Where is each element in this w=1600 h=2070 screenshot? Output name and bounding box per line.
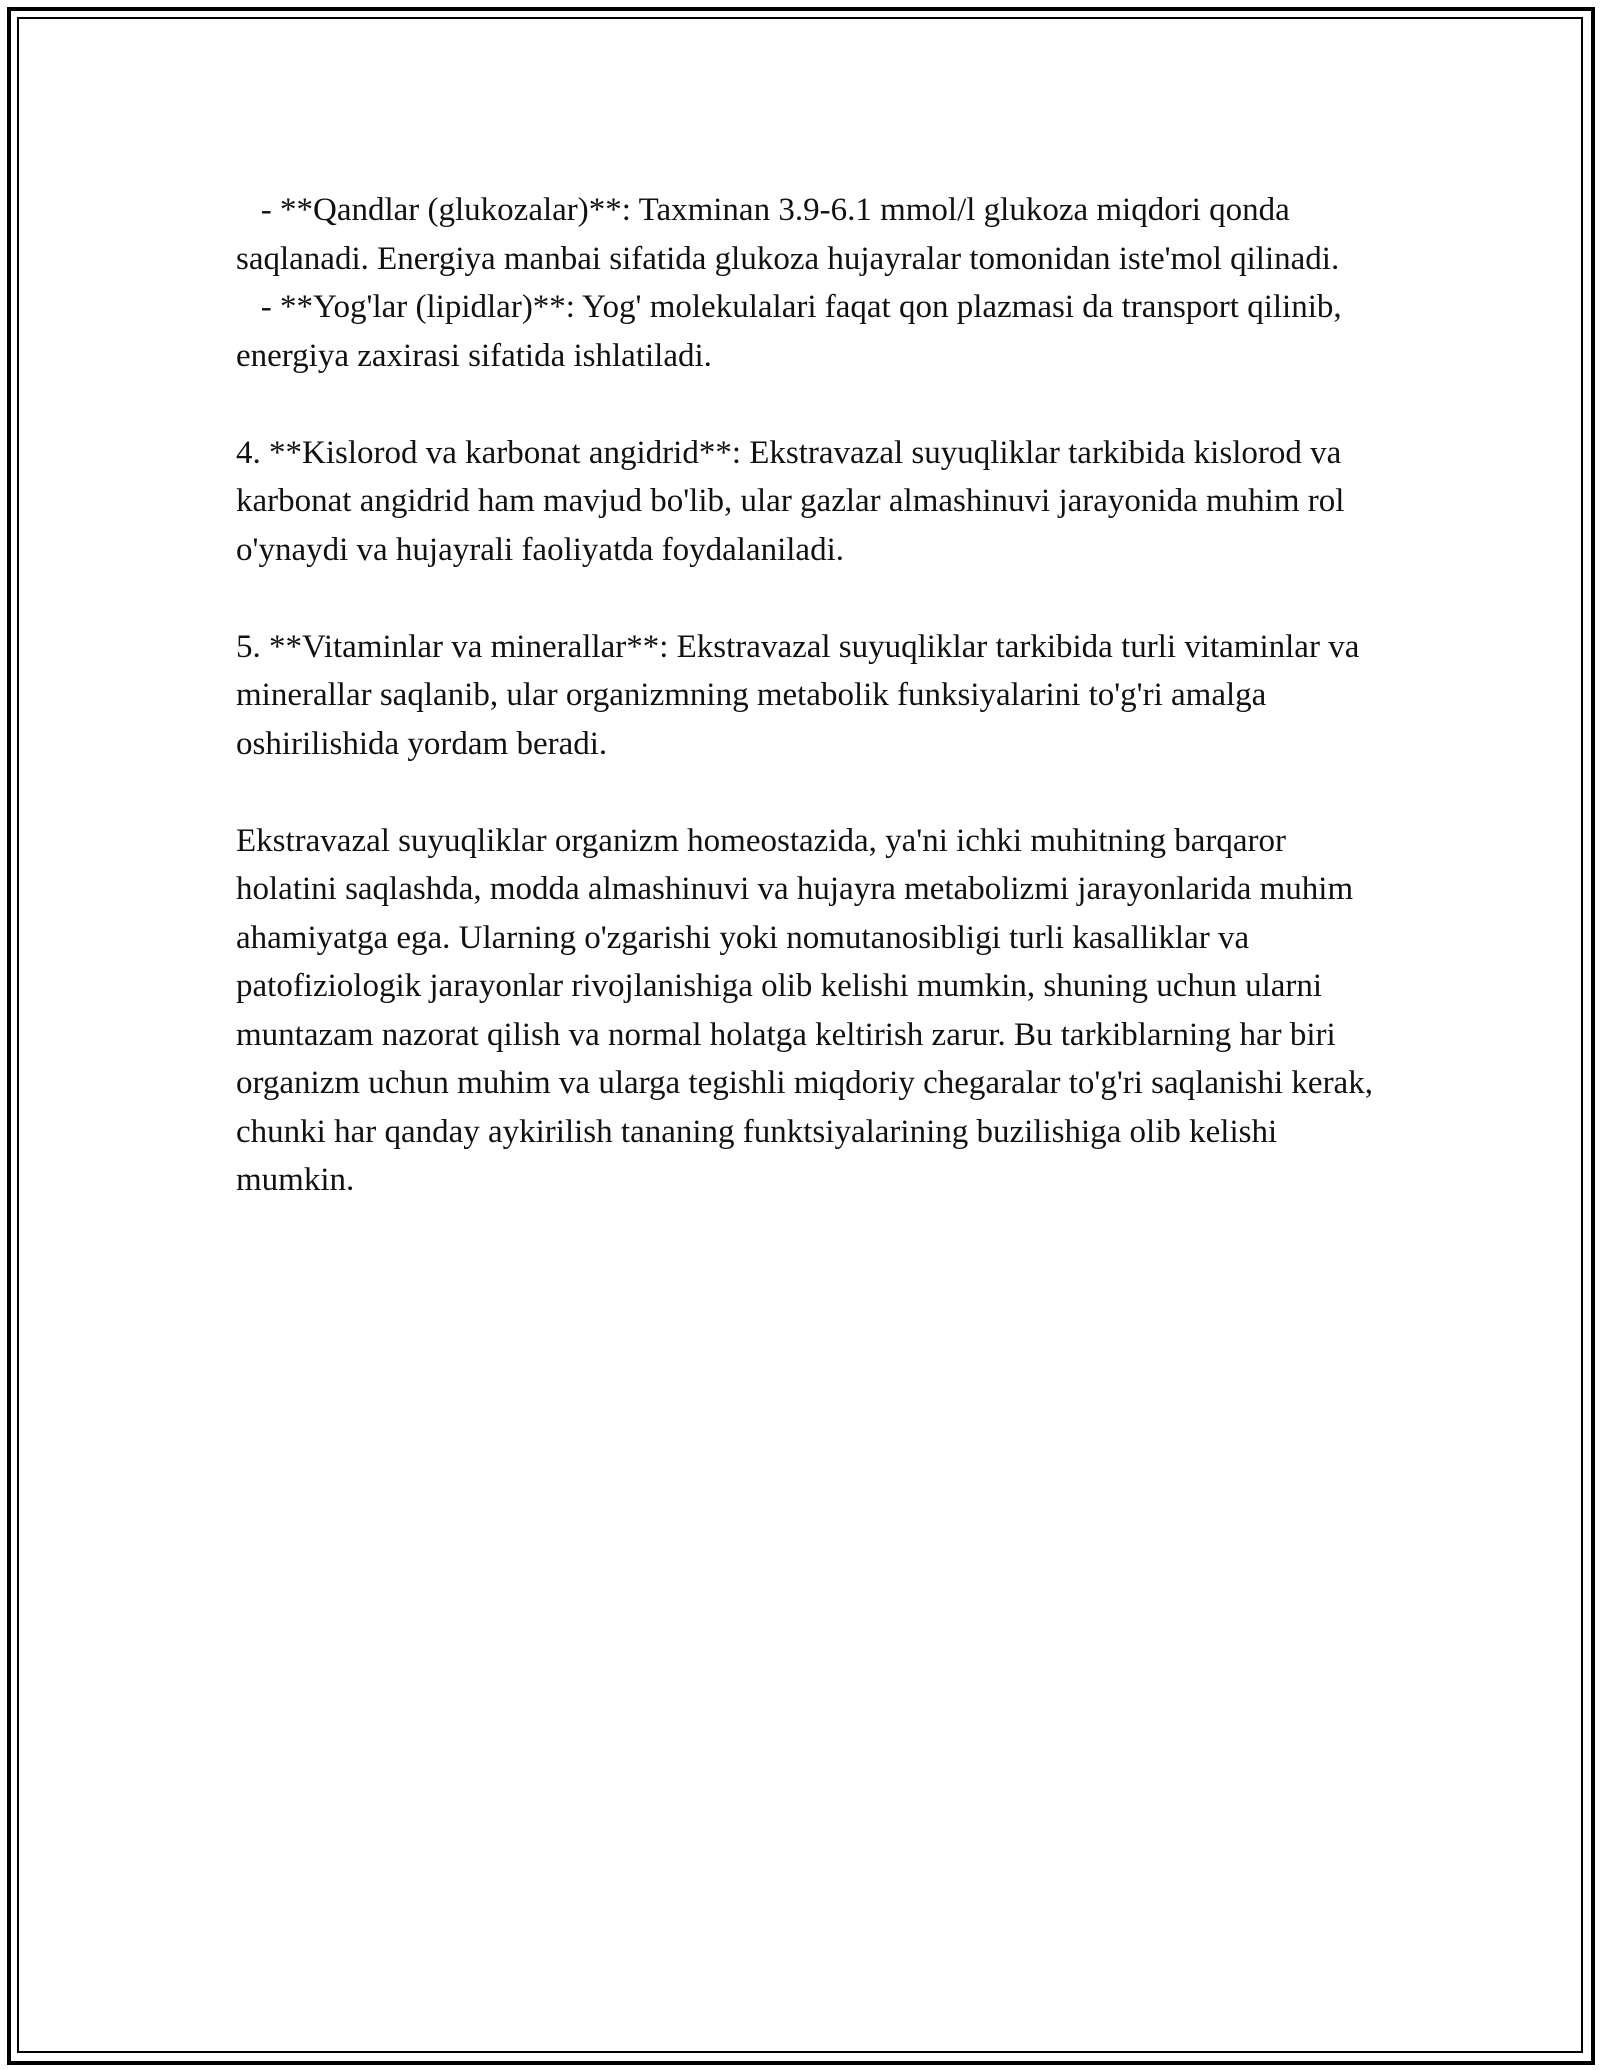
- paragraph-kislorod: 4. **Kislorod va karbonat angidrid**: Ekstravazal suyuqliklar tarkibida kislorod va karbonat angidrid ham mavjud bo'lib, ular gazlar almashinuvi jarayonida muhim rol o'ynaydi va hujayrali faoliyatda foydalaniladi.: [236, 434, 1353, 568]
- paragraph-spacer: [236, 574, 1386, 623]
- paragraph-vitaminlar: 5. **Vitaminlar va minerallar**: Ekstravazal suyuqliklar tarkibida turli vitaminlar va minerallar saqlanib, ular organizmning metabolik funksiyalarini to'g'ri amalga oshirilishida yordam beradi.: [236, 628, 1368, 762]
- paragraph-spacer: [236, 768, 1386, 817]
- paragraph-yoglar: - **Yog'lar (lipidlar)**: Yog' molekulalari faqat qon plazmasi da transport qilinib, energiya zaxirasi sifatida ishlatiladi.: [236, 289, 1350, 374]
- document-body: [236, 186, 1386, 1205]
- paragraph-qandlar: - **Qandlar (glukozalar)**: Taxminan 3.9-6.1 mmol/l glukoza miqdori qonda saqlanadi. Energiya manbai sifatida glukoza hujayralar tomonidan iste'mol qilinadi.: [236, 192, 1340, 277]
- paragraph-conclusion: Ekstravazal suyuqliklar organizm homeostazida, ya'ni ichki muhitning barqaror holatini saqlashda, modda almashinuvi va hujayra metabolizmi jarayonlarida muhim ahamiyatga ega. Ularning o'zgarishi yoki nomutanosibligi turli kasalliklar va patofiziologik jarayonlar rivojlanishiga olib kelishi mumkin, shuning uchun ularni muntazam nazorat qilish va normal holatga keltirish zarur. Bu tarkiblarning har biri organizm uchun muhim va ularga tegishli miqdoriy chegaralar to'g'ri saqlanishi kerak, chunki har qanday aykirilish tananing funktsiyalarining buzilishiga olib kelishi mumkin.: [236, 822, 1382, 1198]
- paragraph-spacer: [236, 380, 1386, 429]
